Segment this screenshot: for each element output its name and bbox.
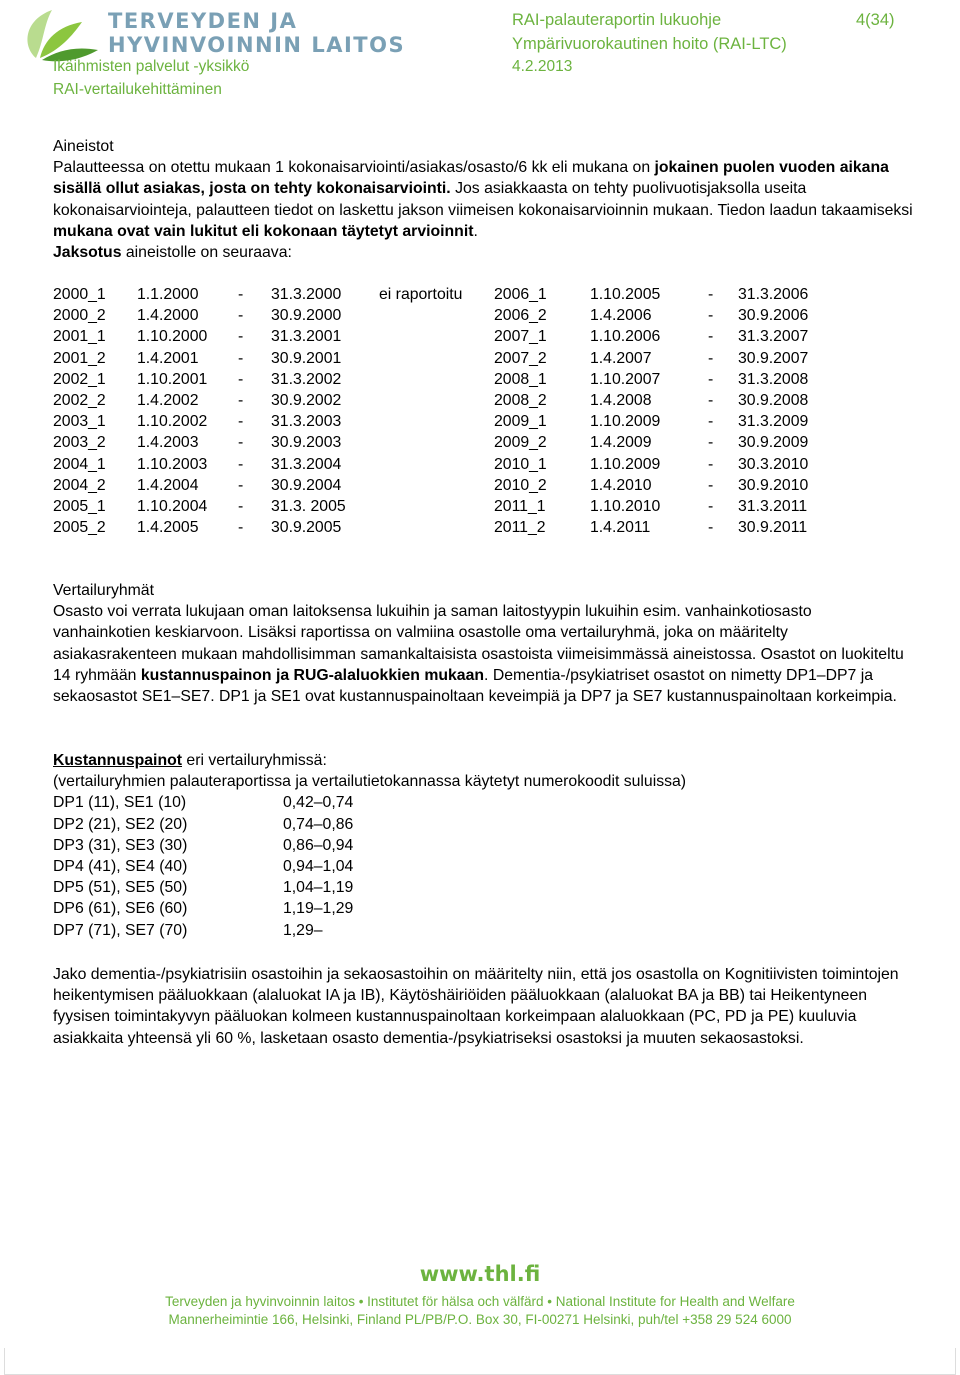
period-cell: 1.10.2010 xyxy=(590,497,661,515)
period-cell: 30.9.2003 xyxy=(271,434,342,452)
period-cell: 31.3. 2005 xyxy=(271,497,346,515)
period-cell: 2006_2 xyxy=(494,307,547,325)
period-cell: 2004_1 xyxy=(53,455,106,473)
period-cell: 1.4.2004 xyxy=(137,476,199,494)
page-number: 4(34) xyxy=(856,11,895,29)
period-cell: - xyxy=(238,476,244,494)
period-row xyxy=(53,432,913,453)
period-cell: 31.3.2001 xyxy=(271,328,342,346)
period-cell: 2009_2 xyxy=(494,434,547,452)
period-cell: 31.3.2007 xyxy=(738,328,809,346)
period-cell: - xyxy=(708,519,714,537)
jaksotus-rest: aineistolle on seuraava: xyxy=(121,244,292,262)
period-cell: 1.4.2006 xyxy=(590,307,652,325)
period-cell: - xyxy=(238,328,244,346)
leaf-logo-icon xyxy=(14,6,104,62)
period-cell: 1.4.2001 xyxy=(137,349,199,367)
period-cell: 30.9.2007 xyxy=(738,349,809,367)
period-cell: 2005_2 xyxy=(53,519,106,537)
cost-weight-row xyxy=(53,920,913,941)
thl-logo xyxy=(14,6,104,62)
org-name-line1: TERVEYDEN JA xyxy=(108,9,298,33)
section-kustannuspainot xyxy=(53,750,913,941)
period-cell: - xyxy=(238,413,244,431)
period-cell: - xyxy=(708,455,714,473)
period-cell: 1.10.2009 xyxy=(590,455,661,473)
cost-weight-row xyxy=(53,835,913,856)
period-cell: 1.4.2002 xyxy=(137,391,199,409)
period-row xyxy=(53,369,913,390)
period-cell: - xyxy=(238,286,244,303)
period-cell: 30.9.2010 xyxy=(738,476,809,494)
footer-url[interactable]: www.thl.fi xyxy=(419,1262,541,1286)
period-cell: 2001_2 xyxy=(53,349,106,367)
cost-weight-row xyxy=(53,898,913,919)
cost-weight-row xyxy=(53,792,913,813)
period-cell: 30.9.2006 xyxy=(738,307,809,325)
period-cell: - xyxy=(238,349,244,367)
cost-weight-range: 1,04–1,19 xyxy=(283,879,354,897)
period-row xyxy=(53,496,913,517)
period-row xyxy=(53,326,913,347)
period-cell: 30.9.2005 xyxy=(271,519,342,537)
period-row xyxy=(53,517,913,538)
period-row xyxy=(53,411,913,432)
group-codes: DP7 (71), SE7 (70) xyxy=(53,921,188,939)
jaksotus-line xyxy=(53,242,913,263)
period-cell: - xyxy=(708,328,714,346)
period-cell: 30.9.2004 xyxy=(271,476,342,494)
period-row xyxy=(53,454,913,475)
period-cell: 2002_2 xyxy=(53,391,106,409)
org-name-line2: HYVINVOINNIN LAITOS xyxy=(108,33,406,57)
period-cell: 2003_1 xyxy=(53,413,106,431)
text-run: . Dementia-/psykiatriset osastot on nimetty DP1–DP7 ja sekaosastot SE1–SE7. DP1 ja SE1 ovat kustannuspainoltaan keveimpiä ja DP7 ja SE7 kustannuspainoltaan korkeimpia. xyxy=(53,666,897,706)
period-cell: 31.3.2000 xyxy=(271,286,342,303)
period-cell: 1.4.2007 xyxy=(590,349,652,367)
period-cell: 30.9.2000 xyxy=(271,307,342,325)
period-cell: - xyxy=(708,497,714,515)
period-cell: - xyxy=(708,413,714,431)
team-name: RAI-vertailukehittäminen xyxy=(53,81,222,98)
period-cell: 2001_1 xyxy=(53,328,106,346)
period-cell: 2005_1 xyxy=(53,497,106,515)
period-cell: 2008_1 xyxy=(494,370,547,388)
group-codes: DP4 (41), SE4 (40) xyxy=(53,857,188,875)
period-row xyxy=(53,284,913,305)
period-cell: 31.3.2006 xyxy=(738,286,809,303)
section-vertailuryhmat xyxy=(53,580,913,707)
cost-weight-range: 1,29– xyxy=(283,921,323,939)
doc-date: 4.2.2013 xyxy=(512,58,573,75)
group-codes: DP6 (61), SE6 (60) xyxy=(53,900,188,918)
cost-weight-range: 0,42–0,74 xyxy=(283,794,354,812)
period-cell: - xyxy=(238,391,244,409)
cost-weight-range: 0,86–0,94 xyxy=(283,836,354,854)
period-cell: 2000_1 xyxy=(53,286,106,303)
period-cell: 1.4.2010 xyxy=(590,476,652,494)
period-cell: - xyxy=(238,455,244,473)
jaksotus-label: Jaksotus xyxy=(53,244,122,262)
period-cell: 2002_1 xyxy=(53,370,106,388)
period-cell: 1.4.2005 xyxy=(137,519,199,537)
period-cell: 31.3.2003 xyxy=(271,413,342,431)
period-cell: 30.3.2010 xyxy=(738,455,809,473)
period-cell: 1.10.2005 xyxy=(590,286,661,303)
text-run: Jos asiakkaasta on tehty puolivuotisjaksolla useita kokonaisarviointeja, palautteen tiedot on laskettu jakson viimeisen kokonaisarvioinnin mukaan. Tiedon laadun takaamiseksi xyxy=(53,180,913,219)
section-jako xyxy=(53,964,908,1049)
period-cell: 2000_2 xyxy=(53,307,106,325)
period-cell: - xyxy=(708,434,714,452)
period-cell: 1.10.2009 xyxy=(590,413,661,431)
kustannuspainot-label: Kustannuspainot xyxy=(53,752,183,769)
aineistot-heading: Aineistot xyxy=(53,138,114,155)
group-codes: DP1 (11), SE1 (10) xyxy=(53,794,187,812)
period-cell: - xyxy=(238,370,244,388)
period-cell: - xyxy=(238,497,244,515)
jako-paragraph: Jako dementia-/psykiatrisiin osastoihin ja sekaosastoihin on määritelty niin, että jos osastolla on Kognitiivisten toimintojen heikentymisen pääluokkaan (alaluokat IA ja IB), Käytöshäiriöiden pääluokkaan (alaluokat BA ja BB) tai Heikentyneen fyysisen toimintakyvyn pääluokan kolmeen kustannuspainoltaan korkeimpaan alaluokkaan (PC, PD ja PE) kuuluvia asiakkaita yhteensä yli 60 %, lasketaan osasto dementia-/psykiatriseksi osastoksi ja muuten sekaosastoksi. xyxy=(53,966,899,1047)
text-run-bold: jokainen puolen vuoden aikana sisällä ollut asiakas, josta on tehty kokonaisarviointi. xyxy=(53,159,889,198)
period-cell: 30.9.2002 xyxy=(271,391,342,409)
period-cell: 1.10.2002 xyxy=(137,413,208,431)
not-reported-note: ei raportoitu xyxy=(379,286,463,303)
text-run: eri vertailuryhmissä: xyxy=(182,752,327,769)
period-cell: 2006_1 xyxy=(494,286,547,303)
period-cell: - xyxy=(238,434,244,452)
cost-weight-table xyxy=(53,792,913,940)
period-cell: 1.4.2011 xyxy=(590,519,651,537)
text-run-bold: mukana ovat vain lukitut eli kokonaan täytetyt arvioinnit xyxy=(53,222,474,240)
group-codes: DP3 (31), SE3 (30) xyxy=(53,836,188,854)
unit-name: Ikäihmisten palvelut -yksikkö xyxy=(53,58,250,75)
period-cell: 31.3.2008 xyxy=(738,370,809,388)
period-cell: 1.10.2003 xyxy=(137,455,208,473)
aineistot-paragraph xyxy=(53,157,913,242)
footer-org-line: Terveyden ja hyvinvoinnin laitos • Institutet för hälsa och välfärd • National Institute for Health and Welfare xyxy=(165,1294,795,1309)
cost-weight-row xyxy=(53,856,913,877)
period-row xyxy=(53,475,913,496)
vertailuryhmat-heading: Vertailuryhmät xyxy=(53,582,154,599)
period-cell: 1.10.2007 xyxy=(590,370,661,388)
period-cell: - xyxy=(708,476,714,494)
period-cell: 2010_1 xyxy=(494,455,547,473)
period-cell: 1.10.2001 xyxy=(137,370,208,388)
period-row xyxy=(53,390,913,411)
period-cell: 31.3.2002 xyxy=(271,370,342,388)
period-cell: 2007_2 xyxy=(494,349,547,367)
period-cell: - xyxy=(708,370,714,388)
footer-address-line: Mannerheimintie 166, Helsinki, Finland PL/PB/P.O. Box 30, FI-00271 Helsinki, puh/tel +358 29 524 6000 xyxy=(168,1312,792,1327)
period-cell: 30.9.2009 xyxy=(738,434,809,452)
period-cell: 30.9.2011 xyxy=(738,519,808,537)
period-cell: - xyxy=(708,391,714,409)
vertailuryhmat-paragraph xyxy=(53,601,913,707)
period-cell: 1.1.2000 xyxy=(137,286,199,303)
period-cell: 31.3.2004 xyxy=(271,455,342,473)
period-cell: 2009_1 xyxy=(494,413,547,431)
group-codes: DP5 (51), SE5 (50) xyxy=(53,879,188,897)
period-cell: 2007_1 xyxy=(494,328,547,346)
group-codes: DP2 (21), SE2 (20) xyxy=(53,815,188,833)
cost-weight-range: 0,74–0,86 xyxy=(283,815,354,833)
period-cell: - xyxy=(708,349,714,367)
period-row xyxy=(53,348,913,369)
page-bottom-border xyxy=(4,1348,956,1375)
period-cell: - xyxy=(238,519,244,537)
period-cell: 1.10.2006 xyxy=(590,328,661,346)
period-cell: 30.9.2001 xyxy=(271,349,342,367)
period-table xyxy=(53,284,913,538)
kustannuspainot-heading xyxy=(53,750,913,771)
period-cell: 2008_2 xyxy=(494,391,547,409)
text-run: Palautteessa on otettu mukaan 1 kokonaisarviointi/asiakas/osasto/6 kk eli mukana on xyxy=(53,159,655,177)
period-cell: 1.10.2004 xyxy=(137,497,208,515)
text-run: Osasto voi verrata lukujaan oman laitoksensa lukuihin ja saman laitostyypin lukuihin esim. vanhainkotiosasto vanhainkotien keskiarvoon. Lisäksi raportissa on valmiina osastolle oma vertailuryhmä, joka on määritelty asiakasrakenteen mukaan mahdollisimman samankaltaisista osastoista viimeisimmässä aineistossa. Osastot on luokiteltu 14 ryhmään xyxy=(53,603,904,684)
text-run-bold: kustannuspainon ja RUG-alaluokkien mukaan xyxy=(140,666,485,684)
doc-title: RAI-palauteraportin lukuohje xyxy=(512,11,722,29)
kustannuspainot-note: (vertailuryhmien palauteraportissa ja vertailutietokannassa käytetyt numerokoodit suluissa) xyxy=(53,773,687,791)
period-cell: 2011_1 xyxy=(494,497,546,515)
cost-weight-range: 1,19–1,29 xyxy=(283,900,354,918)
text-run: . xyxy=(473,222,478,240)
period-cell: 2011_2 xyxy=(494,519,546,537)
period-cell: 1.4.2009 xyxy=(590,434,652,452)
period-cell: 31.3.2009 xyxy=(738,413,809,431)
cost-weight-range: 0,94–1,04 xyxy=(283,857,354,875)
period-cell: - xyxy=(708,286,714,303)
period-cell: 1.4.2008 xyxy=(590,391,652,409)
period-cell: 1.4.2003 xyxy=(137,434,199,452)
period-cell: 1.4.2000 xyxy=(137,307,199,325)
period-cell: 2003_2 xyxy=(53,434,106,452)
section-aineistot xyxy=(53,136,913,263)
cost-weight-row xyxy=(53,814,913,835)
cost-weight-row xyxy=(53,877,913,898)
doc-subtitle: Ympärivuorokautinen hoito (RAI-LTC) xyxy=(512,35,787,53)
period-cell: 31.3.2011 xyxy=(738,497,808,515)
period-cell: - xyxy=(708,307,714,325)
period-cell: 2004_2 xyxy=(53,476,106,494)
period-row xyxy=(53,305,913,326)
period-cell: 2010_2 xyxy=(494,476,547,494)
period-cell: 1.10.2000 xyxy=(137,328,208,346)
period-cell: 30.9.2008 xyxy=(738,391,809,409)
period-cell: - xyxy=(238,307,244,325)
